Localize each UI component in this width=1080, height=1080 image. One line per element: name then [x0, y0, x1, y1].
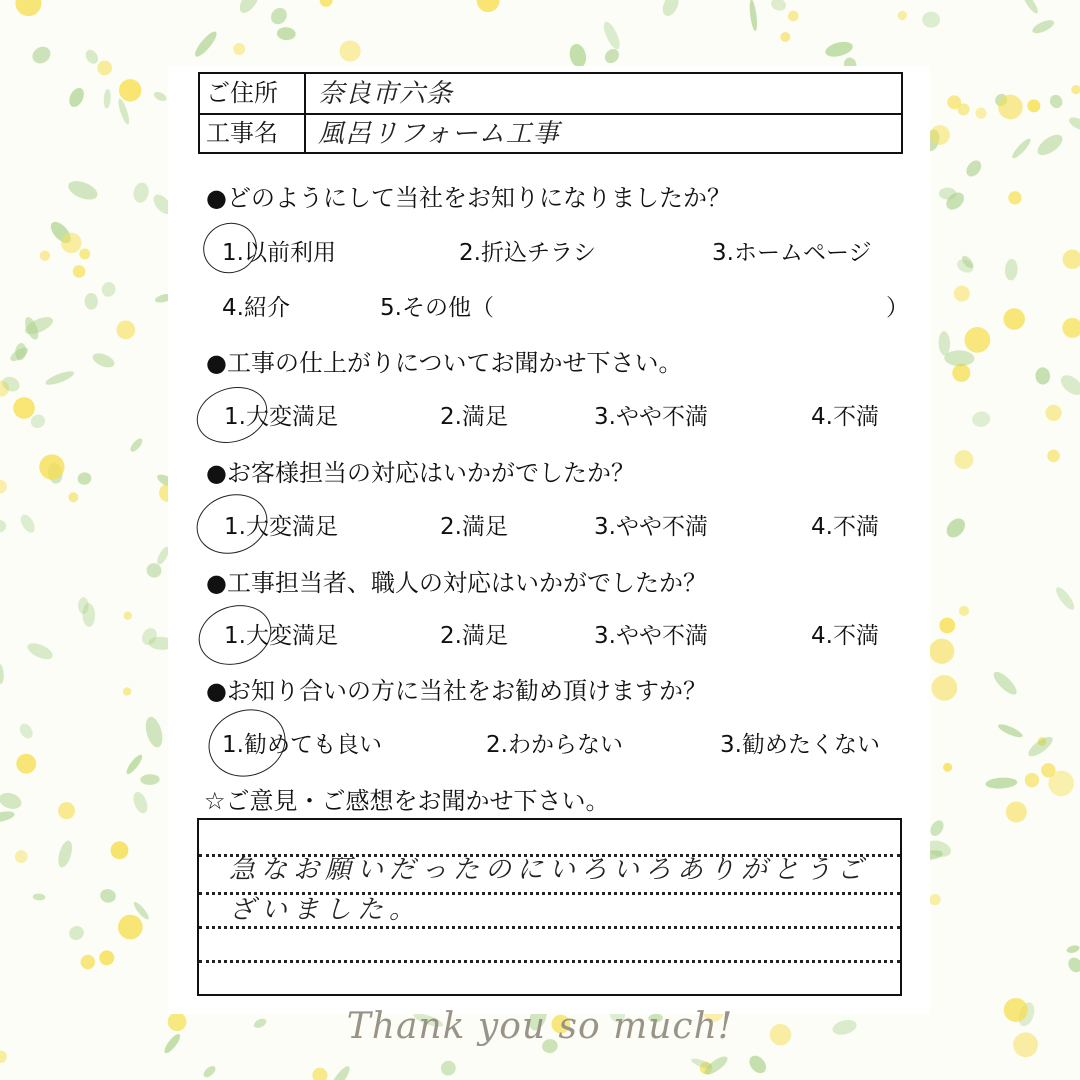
flower-shape: [1047, 450, 1060, 463]
leaf-shape: [103, 89, 111, 109]
flower-shape: [124, 612, 132, 620]
leaf-shape: [17, 721, 35, 741]
flower-shape: [39, 454, 64, 479]
leaf-shape: [83, 48, 100, 67]
question-1: ●どのようにして当社をお知りになりましたか？: [206, 184, 731, 212]
flower-shape: [930, 125, 950, 145]
flower-shape: [118, 915, 143, 940]
leaf-shape: [116, 98, 131, 126]
flower-shape: [73, 265, 86, 278]
q3-option-3[interactable]: 3.やや不満: [594, 514, 708, 540]
address-row: [200, 74, 901, 115]
leaf-shape: [56, 839, 75, 869]
leaf-shape: [943, 515, 969, 541]
flower-shape: [1062, 318, 1080, 338]
leaf-shape: [824, 39, 855, 59]
leaf-shape: [131, 790, 150, 815]
flower-shape: [965, 327, 991, 353]
flower-shape: [40, 250, 50, 260]
leaf-shape: [67, 923, 87, 942]
q1-option-2[interactable]: 2.折込チラシ: [459, 240, 596, 266]
leaf-shape: [601, 20, 623, 52]
flower-shape: [320, 0, 333, 7]
leaf-shape: [153, 90, 169, 103]
leaf-shape: [32, 893, 45, 901]
flower-shape: [111, 841, 129, 859]
work-name-label: 工事名: [200, 114, 306, 153]
flower-shape: [1071, 85, 1080, 94]
q2-option-4[interactable]: 4.不満: [811, 404, 879, 430]
flower-shape: [477, 0, 500, 12]
leaf-shape: [1035, 367, 1051, 385]
question-3: ●お客様担当の対応はいかがでしたか？: [206, 459, 635, 487]
leaf-shape: [192, 29, 220, 59]
comment-handwritten-text: 急なお願いだったのにいろいろありがとうございました。: [229, 855, 870, 925]
flower-shape: [312, 1068, 327, 1080]
flower-shape: [943, 763, 952, 772]
flower-shape: [0, 480, 7, 494]
leaf-shape: [602, 46, 622, 66]
leaf-shape: [1025, 734, 1055, 760]
leaf-shape: [66, 85, 86, 109]
leaf-shape: [18, 512, 38, 535]
comments-heading: ☆ご意見・ご感想をお聞かせ下さい。: [204, 787, 610, 815]
leaf-shape: [99, 888, 117, 904]
leaf-shape: [748, 0, 758, 31]
leaf-shape: [1065, 955, 1080, 975]
flower-shape: [939, 618, 955, 634]
leaf-shape: [276, 27, 296, 41]
leaf-shape: [963, 158, 984, 180]
leaf-shape: [327, 1064, 353, 1080]
q5-option-1[interactable]: 1.勧めても良い: [222, 732, 382, 758]
flower-shape: [929, 894, 940, 905]
flower-shape: [13, 397, 35, 419]
flower-shape: [61, 233, 81, 253]
work-name-row: [200, 114, 901, 153]
flower-shape: [68, 492, 78, 502]
flower-shape: [233, 43, 245, 55]
leaf-shape: [1030, 18, 1055, 36]
flower-shape: [952, 364, 970, 382]
question-5: ●お知り合いの方に当社をお勧め頂けますか？: [206, 677, 707, 705]
leaf-shape: [944, 350, 974, 366]
leaf-shape: [91, 351, 117, 371]
leaf-shape: [1048, 93, 1065, 110]
q4-option-4[interactable]: 4.不満: [811, 623, 879, 649]
leaf-shape: [928, 818, 947, 838]
leaf-shape: [1010, 137, 1033, 161]
flower-shape: [1003, 308, 1025, 330]
leaf-shape: [268, 5, 290, 28]
flower-shape: [1045, 405, 1061, 421]
leaf-shape: [140, 774, 160, 785]
leaf-shape: [1004, 259, 1018, 281]
leaf-shape: [128, 437, 144, 454]
leaf-shape: [1066, 944, 1080, 954]
flower-shape: [932, 675, 958, 701]
leaf-shape: [0, 664, 4, 685]
leaf-shape: [124, 753, 144, 776]
leaf-shape: [100, 280, 117, 298]
q2-option-2[interactable]: 2.満足: [440, 404, 508, 430]
leaf-shape: [66, 177, 100, 203]
q3-option-2[interactable]: 2.満足: [440, 514, 508, 540]
leaf-shape: [1053, 585, 1077, 612]
q1-option-3[interactable]: 3.ホームページ: [712, 240, 872, 266]
question-4: ●工事担当者、職人の対応はいかがでしたか？: [206, 569, 707, 597]
flower-shape: [15, 850, 28, 863]
flower-shape: [123, 687, 131, 695]
q3-option-1[interactable]: 1.大変満足: [224, 514, 338, 540]
flower-shape: [97, 61, 112, 76]
flower-shape: [929, 639, 954, 664]
flower-shape: [780, 32, 790, 42]
leaf-shape: [938, 331, 950, 356]
q1-option-5-close: ）: [886, 295, 909, 321]
flower-shape: [81, 955, 95, 969]
flower-shape: [1008, 191, 1021, 204]
leaf-shape: [990, 669, 1019, 698]
leaf-shape: [0, 518, 8, 533]
flower-shape: [954, 450, 973, 469]
q2-option-3[interactable]: 3.やや不満: [594, 404, 708, 430]
leaf-shape: [25, 640, 55, 663]
leaf-shape: [0, 809, 16, 824]
leaf-shape: [132, 181, 151, 204]
work-name-handwritten-value: 風呂リフォーム工事: [318, 119, 560, 149]
flower-shape: [1063, 250, 1080, 269]
question-2: ●工事の仕上がりについてお聞かせ下さい。: [206, 349, 683, 377]
leaf-shape: [997, 722, 1024, 740]
flower-shape: [975, 108, 986, 119]
flower-shape: [959, 606, 969, 616]
thank-you-script: Thank you so much!: [346, 1006, 734, 1047]
leaf-shape: [438, 1058, 459, 1079]
leaf-shape: [769, 0, 787, 13]
q4-option-2[interactable]: 2.満足: [440, 623, 508, 649]
flower-shape: [788, 11, 799, 22]
flower-shape: [99, 950, 114, 965]
leaf-shape: [76, 471, 92, 486]
customer-info-table: [198, 72, 903, 154]
flower-shape: [0, 1050, 7, 1062]
flower-shape: [1006, 801, 1027, 822]
flower-shape: [116, 320, 135, 339]
q1-option-5[interactable]: 5.その他（: [380, 295, 494, 321]
q5-option-2[interactable]: 2.わからない: [486, 732, 623, 758]
q2-option-1[interactable]: 1.大変満足: [224, 404, 338, 430]
q4-option-1[interactable]: 1.大変満足: [224, 623, 338, 649]
flower-shape: [1048, 771, 1074, 797]
leaf-shape: [143, 715, 166, 749]
flower-shape: [1025, 773, 1039, 787]
q1-option-1[interactable]: 1.以前利用: [222, 240, 336, 266]
flower-shape: [58, 802, 75, 819]
comment-line: [199, 960, 900, 963]
address-handwritten-value: 奈良市六条: [318, 79, 454, 109]
q1-option-4[interactable]: 4.紹介: [222, 295, 290, 321]
q4-option-3[interactable]: 3.やや不満: [594, 623, 708, 649]
leaf-shape: [1021, 0, 1041, 15]
flower-shape: [898, 11, 907, 20]
leaf-shape: [44, 369, 76, 388]
leaf-shape: [1067, 115, 1080, 133]
leaf-shape: [0, 790, 24, 812]
q5-option-3[interactable]: 3.勧めたくない: [720, 732, 880, 758]
flower-shape: [958, 103, 970, 115]
flower-shape: [1027, 99, 1040, 112]
flower-shape: [79, 248, 90, 259]
flower-shape: [15, 0, 41, 16]
leaf-shape: [29, 43, 53, 67]
leaf-shape: [236, 0, 263, 16]
leaf-shape: [971, 410, 991, 428]
leaf-shape: [202, 1064, 218, 1079]
leaf-shape: [922, 11, 941, 28]
flower-shape: [954, 286, 970, 302]
q3-option-4[interactable]: 4.不満: [811, 514, 879, 540]
leaf-shape: [1057, 371, 1080, 398]
flower-shape: [119, 79, 141, 101]
leaf-shape: [84, 293, 98, 310]
leaf-shape: [1034, 131, 1066, 159]
flower-shape: [340, 40, 361, 61]
flower-shape: [16, 754, 36, 774]
address-label: ご住所: [200, 74, 306, 113]
flower-shape: [998, 95, 1023, 120]
leaf-shape: [746, 1052, 769, 1076]
leaf-shape: [985, 777, 1017, 790]
leaf-shape: [660, 0, 682, 18]
comments-box: [197, 818, 902, 996]
